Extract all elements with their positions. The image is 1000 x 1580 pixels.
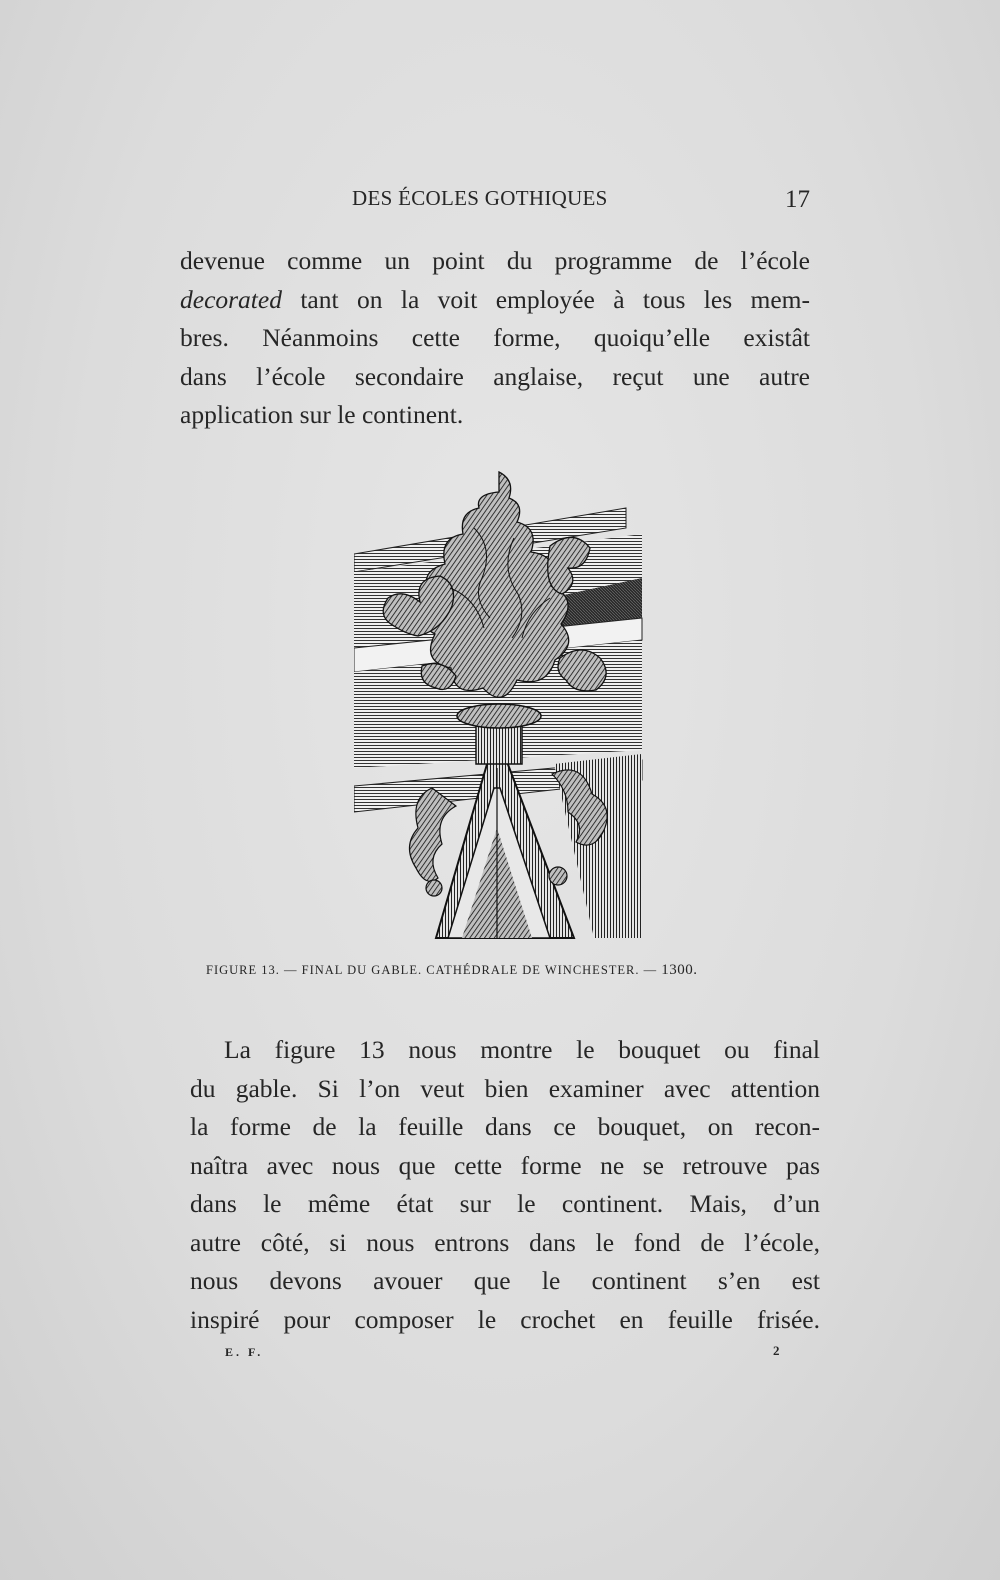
text-line: autre côté, si nous entrons dans le fond de l’école, (190, 1227, 820, 1257)
text-line: la forme de la feuille dans ce bouquet, on recon- (190, 1112, 820, 1141)
figure-caption (206, 962, 806, 979)
printer-signature: E. F. (225, 1345, 264, 1359)
text-line: dans l’école secondaire anglaise, reçut une autre (180, 361, 810, 391)
paragraph-1 (180, 242, 810, 435)
caption-year: 1300. (661, 962, 698, 978)
text-line: devenue comme un point du programme de l’école (180, 246, 810, 275)
sheet-number: 2 (773, 1343, 780, 1358)
page-number: 17 (785, 186, 810, 213)
engraving-illustration (354, 468, 646, 942)
text-line: nous devons avouer que le continent s’en est (190, 1266, 820, 1295)
paragraph-2 (190, 1031, 820, 1339)
caption-label: FIGURE 13. — FINAL DU GABLE. CATHÉDRALE DE WINCHESTER. — (206, 963, 658, 977)
running-title: DES ÉCOLES GOTHIQUES (352, 186, 608, 210)
running-head (180, 186, 810, 220)
text-line: La figure 13 nous montre le bouquet ou final (224, 1035, 820, 1064)
text-line: dans le même état sur le continent. Mais, d’un (190, 1189, 820, 1218)
gable-finial-engraving (354, 468, 646, 942)
text-line: application sur le continent. (180, 400, 464, 429)
text-line: naîtra avec nous que cette forme ne se retrouve pas (190, 1150, 820, 1180)
text-line: inspiré pour composer le crochet en feuille frisée. (190, 1304, 820, 1334)
text-line: decorated tant on la voit employée à tous les mem- (180, 284, 810, 314)
text-line: du gable. Si l’on veut bien examiner avec attention (190, 1073, 820, 1103)
italic-term: decorated (180, 284, 282, 314)
text-line: bres. Néanmoins cette forme, quoiqu’elle existât (180, 323, 810, 352)
